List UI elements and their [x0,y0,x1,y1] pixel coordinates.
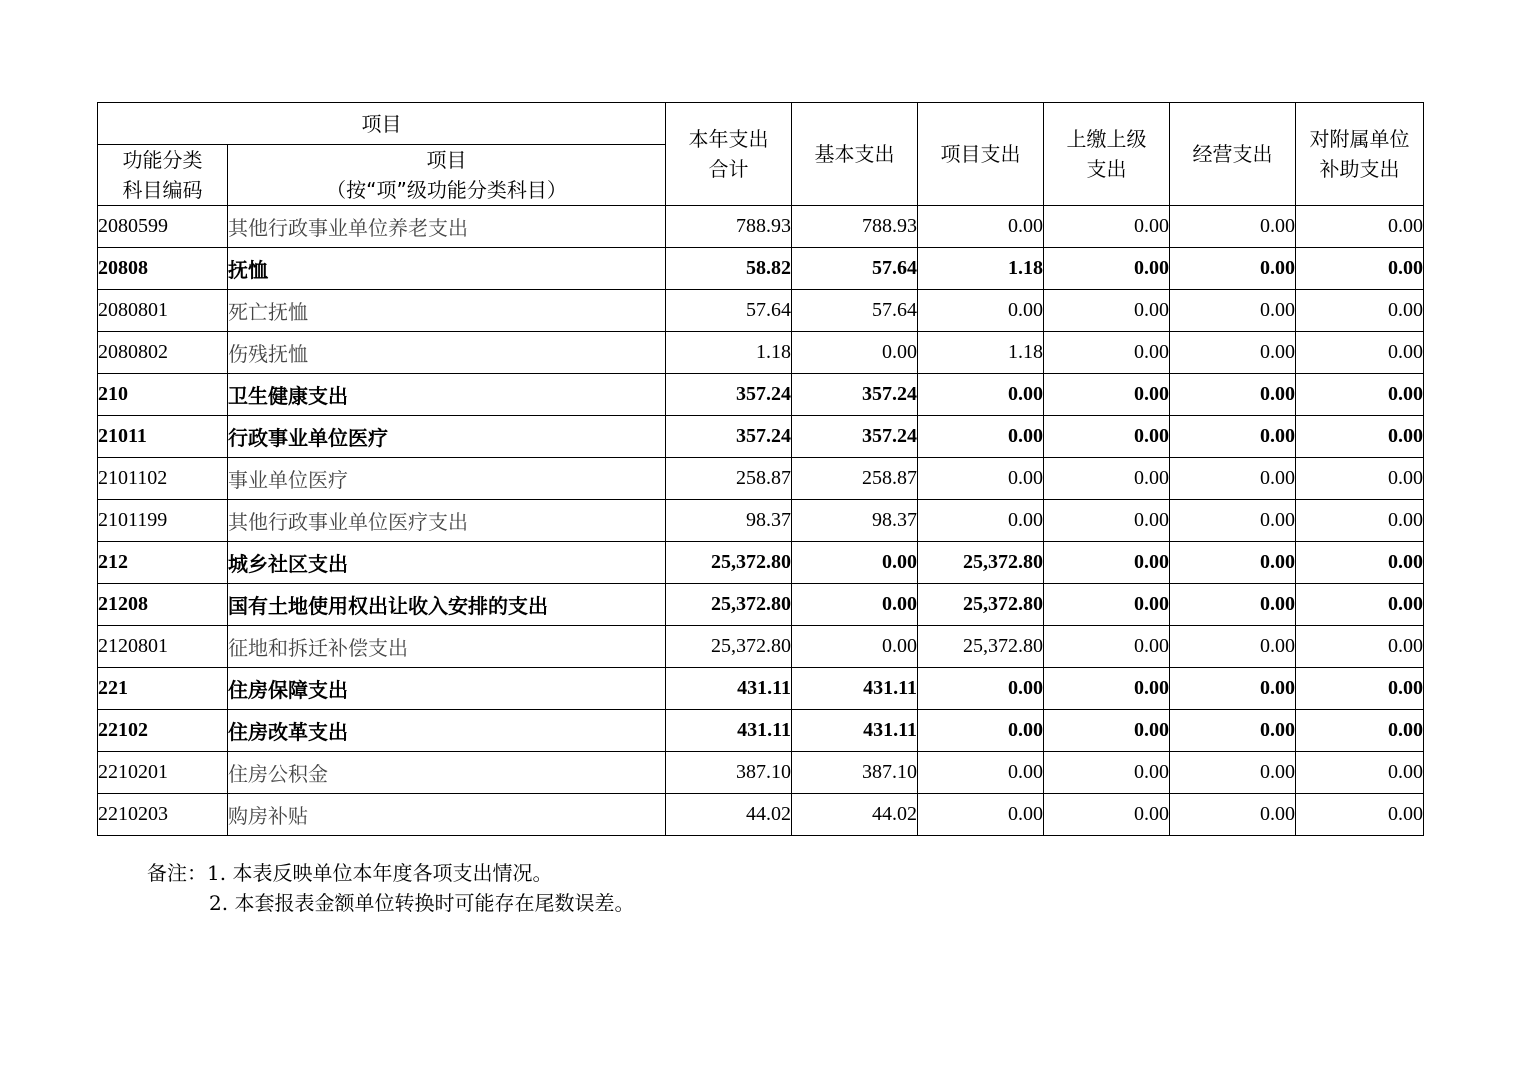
table-row [98,458,1424,500]
table-row [98,206,1424,248]
cell-value: 0.00 [1044,500,1170,542]
cell-name: 住房公积金 [228,752,666,794]
cell-value: 0.00 [918,206,1044,248]
cell-value: 0.00 [1044,290,1170,332]
cell-code: 2210201 [98,752,228,794]
cell-value: 0.00 [1296,794,1424,836]
cell-value: 0.00 [792,626,918,668]
cell-name: 城乡社区支出 [228,542,666,584]
cell-value: 0.00 [1170,542,1296,584]
cell-value: 0.00 [1296,710,1424,752]
cell-value: 0.00 [918,794,1044,836]
header-total-text: 本年支出 合计 [688,127,769,181]
cell-value: 0.00 [918,710,1044,752]
cell-value: 44.02 [666,794,792,836]
cell-code: 212 [98,542,228,584]
cell-value: 58.82 [666,248,792,290]
cell-code: 2210203 [98,794,228,836]
note-line-1: 备注：1. 本表反映单位本年度各项支出情况。 [147,861,553,885]
cell-value: 431.11 [792,710,918,752]
cell-value: 0.00 [1296,206,1424,248]
cell-value: 0.00 [1170,332,1296,374]
cell-value: 0.00 [1170,458,1296,500]
cell-value: 0.00 [918,416,1044,458]
cell-value: 0.00 [1170,290,1296,332]
cell-code: 221 [98,668,228,710]
cell-name: 其他行政事业单位养老支出 [228,206,666,248]
cell-value: 0.00 [1296,542,1424,584]
cell-value: 0.00 [1170,248,1296,290]
cell-value: 357.24 [792,374,918,416]
notes [147,858,634,918]
cell-value: 0.00 [1170,626,1296,668]
cell-value: 0.00 [1170,584,1296,626]
cell-value: 0.00 [1296,374,1424,416]
cell-value: 431.11 [792,668,918,710]
cell-code: 2080801 [98,290,228,332]
cell-value: 1.18 [666,332,792,374]
table-row [98,542,1424,584]
cell-value: 0.00 [1170,794,1296,836]
expenditure-table [97,102,1424,836]
cell-value: 44.02 [792,794,918,836]
cell-name: 住房改革支出 [228,710,666,752]
cell-value: 0.00 [918,668,1044,710]
cell-name: 购房补贴 [228,794,666,836]
cell-value: 258.87 [666,458,792,500]
cell-value: 0.00 [1296,458,1424,500]
cell-value: 25,372.80 [918,584,1044,626]
cell-value: 0.00 [1296,626,1424,668]
cell-value: 0.00 [918,290,1044,332]
table-row [98,248,1424,290]
cell-value: 0.00 [1044,752,1170,794]
header-remit-text: 上缴上级 支出 [1066,127,1147,181]
cell-code: 20808 [98,248,228,290]
cell-value: 25,372.80 [666,626,792,668]
table-row [98,584,1424,626]
cell-value: 1.18 [918,332,1044,374]
table-row [98,626,1424,668]
cell-value: 788.93 [666,206,792,248]
cell-name: 行政事业单位医疗 [228,416,666,458]
cell-value: 0.00 [792,584,918,626]
cell-value: 258.87 [792,458,918,500]
cell-code: 2101102 [98,458,228,500]
cell-value: 0.00 [1044,416,1170,458]
cell-value: 0.00 [918,752,1044,794]
table-row [98,710,1424,752]
cell-value: 387.10 [666,752,792,794]
cell-code: 21208 [98,584,228,626]
cell-value: 0.00 [1296,752,1424,794]
cell-name: 死亡抚恤 [228,290,666,332]
cell-value: 1.18 [918,248,1044,290]
header-total [666,103,792,206]
cell-value: 0.00 [1044,710,1170,752]
table-row [98,752,1424,794]
header-subsidy-text: 对附属单位 补助支出 [1309,127,1410,181]
table-row [98,416,1424,458]
table-row [98,794,1424,836]
cell-code: 2080802 [98,332,228,374]
cell-code: 210 [98,374,228,416]
cell-name: 国有土地使用权出让收入安排的支出 [228,584,666,626]
cell-code: 2080599 [98,206,228,248]
table-body [98,206,1424,836]
cell-value: 25,372.80 [918,626,1044,668]
cell-name: 事业单位医疗 [228,458,666,500]
cell-value: 0.00 [1296,248,1424,290]
cell-value: 0.00 [1044,794,1170,836]
cell-name: 卫生健康支出 [228,374,666,416]
header-name [228,145,666,206]
header-basic-text: 基本支出 [814,142,895,166]
cell-value: 0.00 [1044,332,1170,374]
header-operating-text: 经营支出 [1192,142,1273,166]
cell-value: 0.00 [792,332,918,374]
cell-value: 0.00 [1170,710,1296,752]
cell-value: 0.00 [1044,584,1170,626]
cell-name: 住房保障支出 [228,668,666,710]
cell-value: 0.00 [1044,206,1170,248]
cell-value: 0.00 [918,458,1044,500]
cell-value: 357.24 [666,374,792,416]
cell-value: 431.11 [666,668,792,710]
note-line-2: 2. 本套报表金额单位转换时可能存在尾数误差。 [209,891,635,915]
cell-value: 0.00 [1296,584,1424,626]
cell-value: 0.00 [1044,626,1170,668]
cell-value: 357.24 [792,416,918,458]
cell-code: 22102 [98,710,228,752]
header-project-text: 项目支出 [940,142,1021,166]
cell-value: 387.10 [792,752,918,794]
cell-value: 0.00 [1044,248,1170,290]
cell-value: 98.37 [792,500,918,542]
header-code-text: 功能分类 科目编码 [122,148,203,202]
table-row [98,374,1424,416]
cell-value: 25,372.80 [918,542,1044,584]
cell-name: 伤残抚恤 [228,332,666,374]
cell-value: 57.64 [792,248,918,290]
cell-code: 21011 [98,416,228,458]
cell-value: 57.64 [792,290,918,332]
cell-value: 0.00 [1044,374,1170,416]
header-name-text: 项目 （按“项”级功能分类科目） [326,148,567,202]
cell-value: 0.00 [1170,752,1296,794]
header-operating [1170,103,1296,206]
cell-value: 357.24 [666,416,792,458]
header-code [98,145,228,206]
cell-value: 98.37 [666,500,792,542]
cell-value: 0.00 [1296,500,1424,542]
header-basic [792,103,918,206]
cell-value: 0.00 [1296,332,1424,374]
cell-value: 0.00 [1044,458,1170,500]
cell-value: 0.00 [1170,668,1296,710]
header-remit [1044,103,1170,206]
header-subsidy [1296,103,1424,206]
cell-value: 25,372.80 [666,542,792,584]
header-group-label: 项目 [98,103,666,145]
cell-name: 征地和拆迁补偿支出 [228,626,666,668]
cell-value: 0.00 [1170,500,1296,542]
cell-value: 0.00 [1296,668,1424,710]
cell-value: 0.00 [1170,374,1296,416]
cell-code: 2101199 [98,500,228,542]
cell-value: 57.64 [666,290,792,332]
cell-value: 0.00 [1170,206,1296,248]
cell-value: 788.93 [792,206,918,248]
cell-value: 0.00 [792,542,918,584]
cell-name: 其他行政事业单位医疗支出 [228,500,666,542]
cell-value: 0.00 [918,374,1044,416]
table-row [98,332,1424,374]
cell-code: 2120801 [98,626,228,668]
table-row [98,290,1424,332]
cell-name: 抚恤 [228,248,666,290]
header-project [918,103,1044,206]
cell-value: 0.00 [1296,290,1424,332]
cell-value: 431.11 [666,710,792,752]
cell-value: 0.00 [1170,416,1296,458]
cell-value: 0.00 [918,500,1044,542]
cell-value: 0.00 [1044,542,1170,584]
table-row [98,500,1424,542]
cell-value: 0.00 [1296,416,1424,458]
cell-value: 25,372.80 [666,584,792,626]
cell-value: 0.00 [1044,668,1170,710]
table-row [98,668,1424,710]
